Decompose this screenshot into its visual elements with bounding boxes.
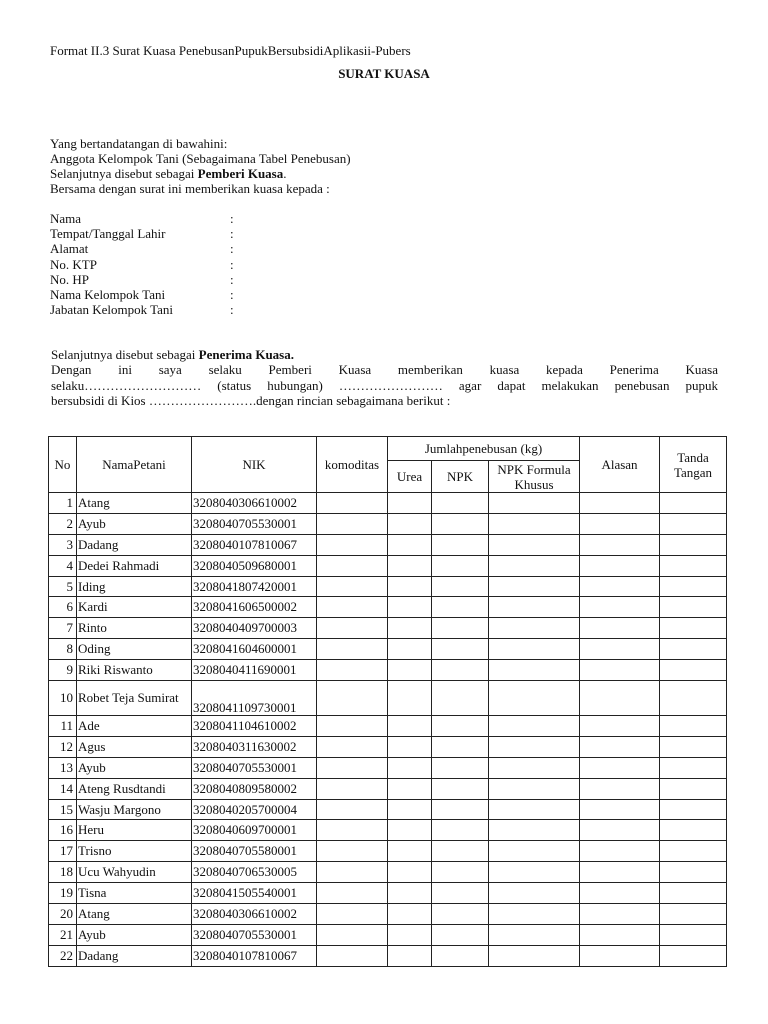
row-nik: 3208040107810067 bbox=[192, 534, 317, 555]
row-no: 6 bbox=[49, 597, 77, 618]
row-npk-formula-khusus bbox=[489, 841, 580, 862]
row-no: 5 bbox=[49, 576, 77, 597]
row-npk bbox=[432, 945, 489, 966]
recipient-line-prefix: Selanjutnya disebut sebagai bbox=[51, 347, 199, 362]
row-nik: 3208040509680001 bbox=[192, 555, 317, 576]
pemberi-kuasa-label: Pemberi Kuasa bbox=[197, 166, 284, 181]
row-tanda-tangan bbox=[660, 534, 727, 555]
row-komoditas bbox=[317, 555, 388, 576]
row-npk bbox=[432, 681, 489, 716]
table-row bbox=[49, 597, 727, 618]
row-komoditas bbox=[317, 534, 388, 555]
row-npk-formula-khusus bbox=[489, 576, 580, 597]
row-alasan bbox=[580, 904, 660, 925]
row-komoditas bbox=[317, 513, 388, 534]
row-tanda-tangan bbox=[660, 618, 727, 639]
row-nik: 3208040705580001 bbox=[192, 841, 317, 862]
row-tanda-tangan bbox=[660, 862, 727, 883]
row-npk bbox=[432, 716, 489, 737]
table-row bbox=[49, 493, 727, 514]
row-tanda-tangan bbox=[660, 945, 727, 966]
row-no: 21 bbox=[49, 924, 77, 945]
row-komoditas bbox=[317, 945, 388, 966]
row-no: 22 bbox=[49, 945, 77, 966]
row-alasan bbox=[580, 924, 660, 945]
row-komoditas bbox=[317, 660, 388, 681]
paragraph-row-2: selaku……………………… (status hubungan) …………………… agar dapat melakukan penebusan pupuk bbox=[51, 377, 718, 393]
header-alasan: Alasan bbox=[580, 437, 660, 493]
row-alasan bbox=[580, 736, 660, 757]
row-urea bbox=[388, 841, 432, 862]
row-urea bbox=[388, 757, 432, 778]
row-npk bbox=[432, 576, 489, 597]
field-colon-no-hp: : bbox=[230, 272, 234, 287]
row-no: 4 bbox=[49, 555, 77, 576]
row-nama-petani: Oding bbox=[77, 639, 192, 660]
row-tanda-tangan bbox=[660, 716, 727, 737]
row-nama-petani: Kardi bbox=[77, 597, 192, 618]
row-urea bbox=[388, 555, 432, 576]
row-nik: 3208040705530001 bbox=[192, 757, 317, 778]
intro-line-2: Anggota Kelompok Tani (Sebagaimana Tabel Penebusan) bbox=[50, 151, 351, 166]
table-row bbox=[49, 820, 727, 841]
table-row bbox=[49, 799, 727, 820]
header-nama-petani: NamaPetani bbox=[77, 437, 192, 493]
row-no: 13 bbox=[49, 757, 77, 778]
header-no: No bbox=[49, 437, 77, 493]
row-npk-formula-khusus bbox=[489, 513, 580, 534]
row-npk bbox=[432, 883, 489, 904]
row-npk-formula-khusus bbox=[489, 716, 580, 737]
row-urea bbox=[388, 639, 432, 660]
row-npk-formula-khusus bbox=[489, 924, 580, 945]
row-nama-petani: Iding bbox=[77, 576, 192, 597]
intro-line-3 bbox=[50, 166, 287, 182]
row-no: 9 bbox=[49, 660, 77, 681]
row-urea bbox=[388, 618, 432, 639]
intro-line-1: Yang bertandatangan di bawahini: bbox=[50, 136, 228, 151]
row-npk bbox=[432, 493, 489, 514]
row-komoditas bbox=[317, 841, 388, 862]
row-komoditas bbox=[317, 862, 388, 883]
row-urea bbox=[388, 820, 432, 841]
row-npk bbox=[432, 513, 489, 534]
row-nik: 3208040705530001 bbox=[192, 924, 317, 945]
field-label-no-ktp: No. KTP bbox=[50, 257, 97, 272]
row-komoditas bbox=[317, 799, 388, 820]
row-alasan bbox=[580, 841, 660, 862]
row-nik: 3208040706530005 bbox=[192, 862, 317, 883]
row-nama-petani: Ateng Rusdtandi bbox=[77, 778, 192, 799]
row-no: 15 bbox=[49, 799, 77, 820]
intro-line-3-suffix: . bbox=[283, 166, 287, 181]
row-komoditas bbox=[317, 924, 388, 945]
row-no: 16 bbox=[49, 820, 77, 841]
table-row bbox=[49, 716, 727, 737]
row-komoditas bbox=[317, 681, 388, 716]
row-tanda-tangan bbox=[660, 681, 727, 716]
row-nik: 3208040311630002 bbox=[192, 736, 317, 757]
row-urea bbox=[388, 493, 432, 514]
row-tanda-tangan bbox=[660, 883, 727, 904]
row-alasan bbox=[580, 681, 660, 716]
row-npk-formula-khusus bbox=[489, 883, 580, 904]
row-npk-formula-khusus bbox=[489, 820, 580, 841]
row-no: 17 bbox=[49, 841, 77, 862]
document-title: SURAT KUASA bbox=[338, 66, 430, 81]
row-no: 3 bbox=[49, 534, 77, 555]
row-komoditas bbox=[317, 639, 388, 660]
row-urea bbox=[388, 924, 432, 945]
header-komoditas: komoditas bbox=[317, 437, 388, 493]
row-alasan bbox=[580, 555, 660, 576]
row-alasan bbox=[580, 820, 660, 841]
row-no: 11 bbox=[49, 716, 77, 737]
row-alasan bbox=[580, 639, 660, 660]
row-nik: 3208041807420001 bbox=[192, 576, 317, 597]
row-alasan bbox=[580, 597, 660, 618]
row-tanda-tangan bbox=[660, 820, 727, 841]
row-urea bbox=[388, 862, 432, 883]
penebusan-table bbox=[48, 436, 727, 967]
table-row bbox=[49, 534, 727, 555]
row-nama-petani: Ade bbox=[77, 716, 192, 737]
row-nama-petani: Ayub bbox=[77, 513, 192, 534]
table-row bbox=[49, 924, 727, 945]
row-no: 14 bbox=[49, 778, 77, 799]
row-nik: 3208041604600001 bbox=[192, 639, 317, 660]
table-row bbox=[49, 681, 727, 716]
row-npk-formula-khusus bbox=[489, 597, 580, 618]
row-urea bbox=[388, 736, 432, 757]
table-row bbox=[49, 618, 727, 639]
field-colon-nama: : bbox=[230, 211, 234, 226]
row-npk bbox=[432, 757, 489, 778]
row-urea bbox=[388, 778, 432, 799]
row-no: 7 bbox=[49, 618, 77, 639]
row-nama-petani: Rinto bbox=[77, 618, 192, 639]
table-row bbox=[49, 757, 727, 778]
row-npk bbox=[432, 639, 489, 660]
row-nama-petani: Trisno bbox=[77, 841, 192, 862]
field-colon-jabatan-kelompok-tani: : bbox=[230, 302, 234, 317]
row-urea bbox=[388, 660, 432, 681]
row-npk-formula-khusus bbox=[489, 757, 580, 778]
field-colon-tempat-tanggal-lahir: : bbox=[230, 226, 234, 241]
row-nik: 3208040306610002 bbox=[192, 904, 317, 925]
paragraph-row-3: bersubsidi di Kios …………………….dengan rincian sebagaimana berikut : bbox=[51, 393, 451, 408]
row-nama-petani: Ucu Wahyudin bbox=[77, 862, 192, 883]
row-nama-petani: Riki Riswanto bbox=[77, 660, 192, 681]
row-npk-formula-khusus bbox=[489, 555, 580, 576]
row-npk bbox=[432, 799, 489, 820]
row-npk bbox=[432, 534, 489, 555]
row-nama-petani: Dedei Rahmadi bbox=[77, 555, 192, 576]
table-row bbox=[49, 555, 727, 576]
row-alasan bbox=[580, 716, 660, 737]
row-nama-petani: Wasju Margono bbox=[77, 799, 192, 820]
row-nik: 3208040306610002 bbox=[192, 493, 317, 514]
row-nama-petani: Atang bbox=[77, 493, 192, 514]
row-nik: 3208040107810067 bbox=[192, 945, 317, 966]
header-nik: NIK bbox=[192, 437, 317, 493]
row-tanda-tangan bbox=[660, 639, 727, 660]
row-nik: 3208041104610002 bbox=[192, 716, 317, 737]
row-nama-petani: Ayub bbox=[77, 924, 192, 945]
row-urea bbox=[388, 576, 432, 597]
row-npk-formula-khusus bbox=[489, 493, 580, 514]
row-nik: 3208041109730001 bbox=[192, 681, 317, 716]
row-alasan bbox=[580, 513, 660, 534]
row-alasan bbox=[580, 618, 660, 639]
row-urea bbox=[388, 534, 432, 555]
row-nama-petani: Robet Teja Sumirat bbox=[77, 681, 192, 716]
row-no: 10 bbox=[49, 681, 77, 716]
row-tanda-tangan bbox=[660, 924, 727, 945]
row-urea bbox=[388, 716, 432, 737]
authorization-paragraph bbox=[51, 362, 718, 409]
row-npk bbox=[432, 841, 489, 862]
row-no: 8 bbox=[49, 639, 77, 660]
row-npk-formula-khusus bbox=[489, 799, 580, 820]
row-nik: 3208041606500002 bbox=[192, 597, 317, 618]
row-tanda-tangan bbox=[660, 841, 727, 862]
row-urea bbox=[388, 681, 432, 716]
header-jumlah-penebusan: Jumlahpenebusan (kg) bbox=[388, 437, 580, 461]
row-npk bbox=[432, 904, 489, 925]
row-tanda-tangan bbox=[660, 799, 727, 820]
row-komoditas bbox=[317, 736, 388, 757]
row-tanda-tangan bbox=[660, 576, 727, 597]
row-npk-formula-khusus bbox=[489, 639, 580, 660]
row-npk-formula-khusus bbox=[489, 778, 580, 799]
row-no: 1 bbox=[49, 493, 77, 514]
row-tanda-tangan bbox=[660, 555, 727, 576]
row-npk-formula-khusus bbox=[489, 618, 580, 639]
row-nama-petani: Ayub bbox=[77, 757, 192, 778]
field-label-tempat-tanggal-lahir: Tempat/Tanggal Lahir bbox=[50, 226, 166, 241]
row-alasan bbox=[580, 862, 660, 883]
header-npk: NPK bbox=[432, 461, 489, 493]
row-alasan bbox=[580, 493, 660, 514]
table-row bbox=[49, 736, 727, 757]
row-alasan bbox=[580, 799, 660, 820]
row-komoditas bbox=[317, 493, 388, 514]
row-komoditas bbox=[317, 904, 388, 925]
row-npk bbox=[432, 862, 489, 883]
field-label-no-hp: No. HP bbox=[50, 272, 90, 287]
row-npk bbox=[432, 778, 489, 799]
row-urea bbox=[388, 597, 432, 618]
row-npk-formula-khusus bbox=[489, 681, 580, 716]
header-tanda-tangan: Tanda Tangan bbox=[660, 437, 727, 493]
row-alasan bbox=[580, 883, 660, 904]
row-nik: 3208040809580002 bbox=[192, 778, 317, 799]
paragraph-row-1: Dengan ini saya selaku Pemberi Kuasa memberikan kuasa kepada Penerima Kuasa bbox=[51, 362, 718, 377]
table-row bbox=[49, 945, 727, 966]
field-colon-alamat: : bbox=[230, 241, 234, 256]
table-row bbox=[49, 513, 727, 534]
table-row bbox=[49, 862, 727, 883]
row-tanda-tangan bbox=[660, 493, 727, 514]
header-urea: Urea bbox=[388, 461, 432, 493]
row-urea bbox=[388, 513, 432, 534]
table-row bbox=[49, 576, 727, 597]
row-tanda-tangan bbox=[660, 736, 727, 757]
row-npk-formula-khusus bbox=[489, 660, 580, 681]
row-nik: 3208040411690001 bbox=[192, 660, 317, 681]
row-no: 12 bbox=[49, 736, 77, 757]
format-header: Format II.3 Surat Kuasa PenebusanPupukBersubsidiAplikasii-Pubers bbox=[50, 43, 411, 58]
field-label-nama-kelompok-tani: Nama Kelompok Tani bbox=[50, 287, 166, 302]
row-tanda-tangan bbox=[660, 513, 727, 534]
row-npk-formula-khusus bbox=[489, 534, 580, 555]
row-nik: 3208040609700001 bbox=[192, 820, 317, 841]
intro-line-3-prefix: Selanjutnya disebut sebagai bbox=[50, 166, 198, 181]
row-npk bbox=[432, 736, 489, 757]
row-tanda-tangan bbox=[660, 778, 727, 799]
table-row bbox=[49, 883, 727, 904]
table-row bbox=[49, 778, 727, 799]
row-tanda-tangan bbox=[660, 660, 727, 681]
row-alasan bbox=[580, 660, 660, 681]
table-row bbox=[49, 639, 727, 660]
row-urea bbox=[388, 904, 432, 925]
row-tanda-tangan bbox=[660, 597, 727, 618]
row-komoditas bbox=[317, 778, 388, 799]
row-alasan bbox=[580, 757, 660, 778]
row-komoditas bbox=[317, 820, 388, 841]
row-alasan bbox=[580, 576, 660, 597]
row-no: 18 bbox=[49, 862, 77, 883]
penerima-kuasa-label: Penerima Kuasa. bbox=[198, 347, 294, 362]
row-nama-petani: Tisna bbox=[77, 883, 192, 904]
row-alasan bbox=[580, 534, 660, 555]
row-nik: 3208040705530001 bbox=[192, 513, 317, 534]
field-colon-no-ktp: : bbox=[230, 257, 234, 272]
field-label-alamat: Alamat bbox=[50, 241, 89, 256]
row-npk-formula-khusus bbox=[489, 736, 580, 757]
row-nama-petani: Agus bbox=[77, 736, 192, 757]
row-nik: 3208040409700003 bbox=[192, 618, 317, 639]
row-nik: 3208041505540001 bbox=[192, 883, 317, 904]
row-komoditas bbox=[317, 883, 388, 904]
row-npk bbox=[432, 820, 489, 841]
row-npk bbox=[432, 618, 489, 639]
table-row bbox=[49, 660, 727, 681]
header-npk-formula-khusus: NPK Formula Khusus bbox=[489, 461, 580, 493]
row-komoditas bbox=[317, 757, 388, 778]
row-alasan bbox=[580, 778, 660, 799]
field-colon-nama-kelompok-tani: : bbox=[230, 287, 234, 302]
row-npk-formula-khusus bbox=[489, 945, 580, 966]
row-urea bbox=[388, 799, 432, 820]
table-row bbox=[49, 904, 727, 925]
row-komoditas bbox=[317, 597, 388, 618]
intro-line-4: Bersama dengan surat ini memberikan kuasa kepada : bbox=[50, 181, 330, 196]
row-tanda-tangan bbox=[660, 757, 727, 778]
row-nama-petani: Heru bbox=[77, 820, 192, 841]
row-komoditas bbox=[317, 618, 388, 639]
row-no: 19 bbox=[49, 883, 77, 904]
row-nama-petani: Dadang bbox=[77, 534, 192, 555]
row-komoditas bbox=[317, 716, 388, 737]
row-npk-formula-khusus bbox=[489, 862, 580, 883]
row-npk bbox=[432, 597, 489, 618]
row-tanda-tangan bbox=[660, 904, 727, 925]
row-no: 2 bbox=[49, 513, 77, 534]
field-label-jabatan-kelompok-tani: Jabatan Kelompok Tani bbox=[50, 302, 174, 317]
row-npk bbox=[432, 924, 489, 945]
row-urea bbox=[388, 883, 432, 904]
row-alasan bbox=[580, 945, 660, 966]
row-komoditas bbox=[317, 576, 388, 597]
field-label-nama: Nama bbox=[50, 211, 82, 226]
row-npk-formula-khusus bbox=[489, 904, 580, 925]
row-npk bbox=[432, 555, 489, 576]
row-nama-petani: Dadang bbox=[77, 945, 192, 966]
table-body bbox=[49, 493, 727, 967]
row-urea bbox=[388, 945, 432, 966]
row-npk bbox=[432, 660, 489, 681]
row-no: 20 bbox=[49, 904, 77, 925]
table-row bbox=[49, 841, 727, 862]
row-nama-petani: Atang bbox=[77, 904, 192, 925]
row-nik: 3208040205700004 bbox=[192, 799, 317, 820]
recipient-line bbox=[51, 347, 294, 363]
